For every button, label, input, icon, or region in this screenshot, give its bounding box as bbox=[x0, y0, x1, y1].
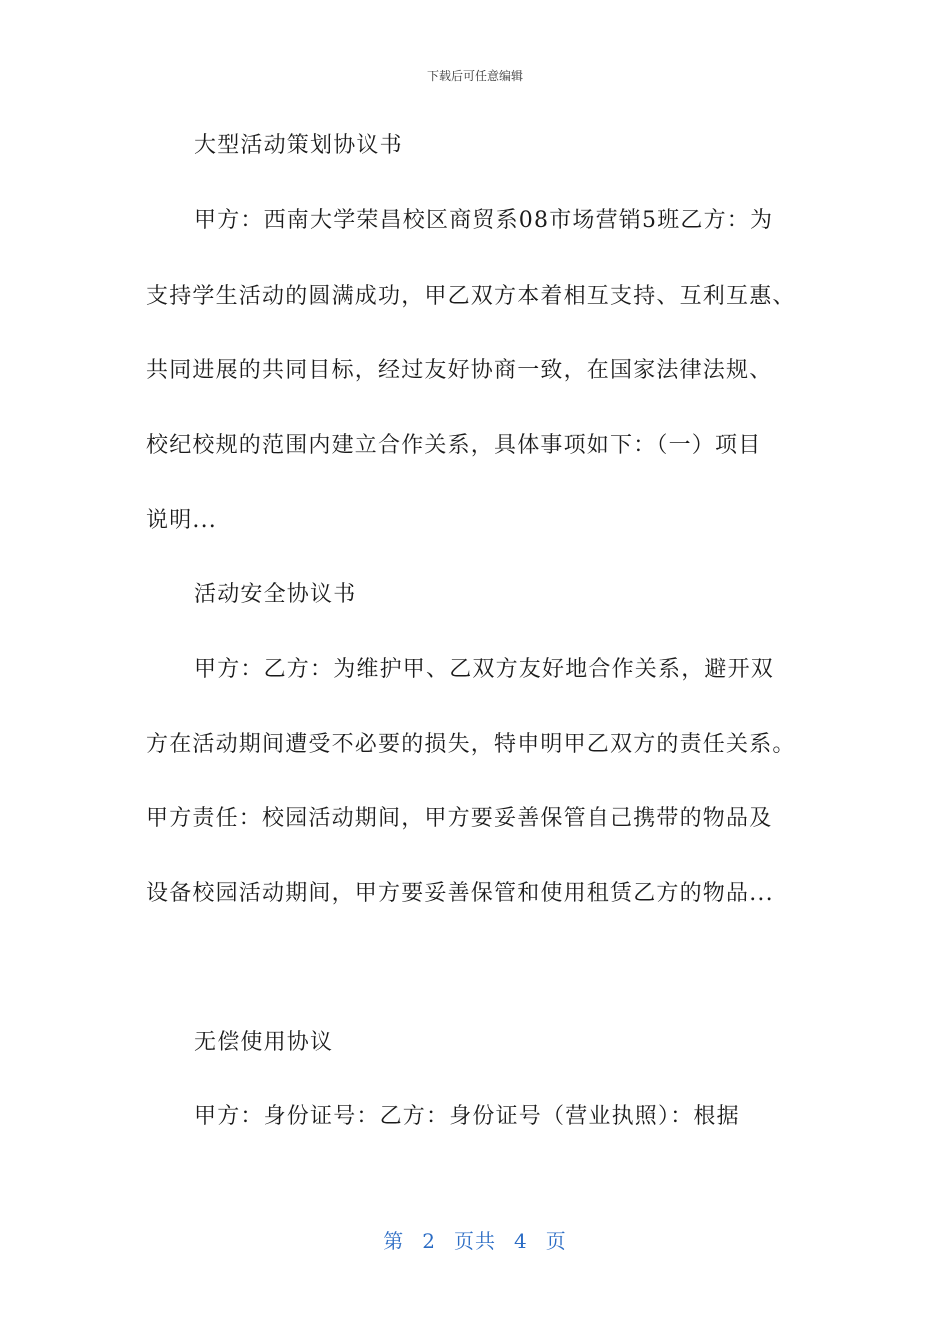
paragraph-line: 校纪校规的范围内建立合作关系，具体事项如下：（一）项目 bbox=[146, 433, 762, 458]
paragraph-line: 说明... bbox=[146, 508, 217, 533]
header-note: 下载后可任意编辑 bbox=[426, 69, 523, 83]
paragraph-line: 甲方责任：校园活动期间，甲方要妥善保管自己携带的物品及 bbox=[146, 806, 773, 831]
section-title: 大型活动策划协议书 bbox=[194, 133, 403, 158]
paragraph-line: 共同进展的共同目标，经过友好协商一致，在国家法律法规、 bbox=[146, 358, 773, 383]
paragraph-line: 甲方：西南大学荣昌校区商贸系08市场营销5班乙方：为 bbox=[194, 208, 774, 233]
total-pages-number: 4 bbox=[514, 1229, 528, 1253]
paragraph-line: 甲方：身份证号：乙方：身份证号（营业执照）：根据 bbox=[194, 1104, 740, 1129]
page-prefix: 第 bbox=[383, 1229, 405, 1253]
page-suffix: 页 bbox=[545, 1229, 567, 1253]
current-page-number: 2 bbox=[422, 1229, 436, 1253]
section-title: 活动安全协议书 bbox=[194, 582, 357, 607]
paragraph-line: 设备校园活动期间，甲方要妥善保管和使用租赁乙方的物品... bbox=[146, 881, 774, 906]
page-middle: 页共 bbox=[454, 1229, 496, 1253]
paragraph-line: 方在活动期间遭受不必要的损失，特申明甲乙双方的责任关系。 bbox=[146, 732, 796, 757]
section-title: 无偿使用协议 bbox=[194, 1030, 334, 1055]
page-indicator bbox=[0, 1225, 950, 1254]
paragraph-line: 甲方：乙方：为维护甲、乙双方友好地合作关系，避开双 bbox=[194, 657, 775, 682]
paragraph-line: 支持学生活动的圆满成功，甲乙双方本着相互支持、互利互惠、 bbox=[146, 284, 796, 309]
